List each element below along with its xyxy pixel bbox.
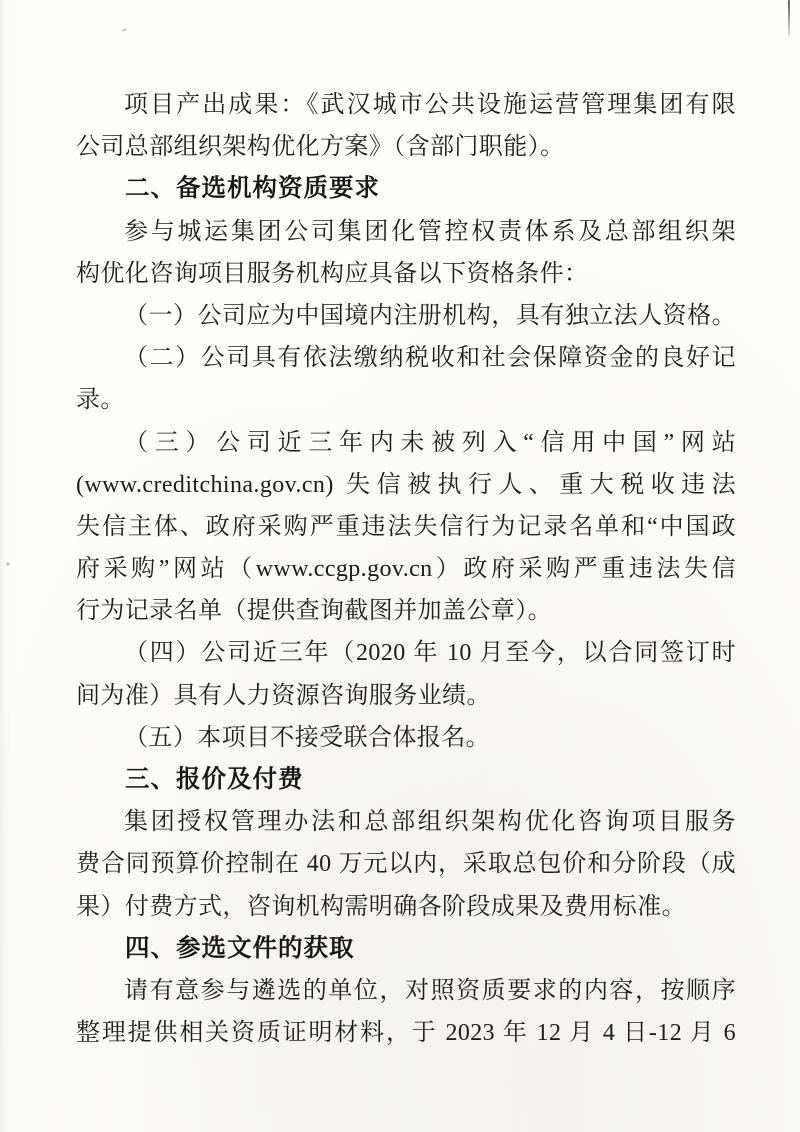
scan-artifact-line xyxy=(788,0,790,36)
text-line: 集团授权管理办法和总部组织架构优化咨询项目服务 xyxy=(124,809,736,836)
text-line: 费合同预算价控制在 40 万元以内，采取总包价和分阶段（成 xyxy=(76,851,736,878)
document-body xyxy=(76,84,736,1054)
section-heading: 三、报价及付费 xyxy=(125,766,304,793)
text-line: 项目产出成果：《武汉城市公共设施运营管理集团有限 xyxy=(124,92,736,118)
text-line: 间为准）具有人力资源咨询服务业绩。 xyxy=(76,682,491,709)
text-line: 公司总部组织架构优化方案》（含部门职能）。 xyxy=(76,134,565,161)
text-line: （二）公司具有依法缴纳税收和社会保障资金的良好记 xyxy=(124,345,736,372)
text-line: (www.creditchina.gov.cn) 失信被执行人、重大税收违法 xyxy=(76,471,736,498)
section-heading: 四、参选文件的获取 xyxy=(125,934,355,962)
text-line: （五）本项目不接受联合体报名。 xyxy=(124,724,490,751)
text-line: 府采购”网站（www.ccgp.gov.cn）政府采购严重违法失信 xyxy=(76,556,736,583)
text-line: 行为记录名单（提供查询截图并加盖公章）。 xyxy=(76,598,552,625)
text-line: 果）付费方式，咨询机构需明确各阶段成果及费用标准。 xyxy=(76,893,686,920)
section-heading: 二、备选机构资质要求 xyxy=(125,175,380,203)
scan-speck xyxy=(122,28,127,32)
text-line: （三）公司近三年内未被列入“信用中国”网站 xyxy=(124,429,736,456)
text-line: 录。 xyxy=(76,387,125,414)
text-line: （四）公司近三年（2020 年 10 月至今，以合同签订时 xyxy=(124,640,736,667)
text-line: （一）公司应为中国境内注册机构，具有独立法人资格。 xyxy=(124,302,736,329)
text-line: 失信主体、政府采购严重违法失信行为记录名单和“中国政 xyxy=(76,513,736,540)
text-line: 请有意参与遴选的单位，对照资质要求的内容，按顺序 xyxy=(124,977,736,1004)
scan-speck xyxy=(6,562,10,566)
text-line: 构优化咨询项目服务机构应具备以下资格条件： xyxy=(76,260,589,287)
text-line: 整理提供相关资质证明材料，于 2023 年 12 月 4 日-12 月 6 xyxy=(76,1020,736,1047)
text-line: 参与城运集团公司集团化管控权责体系及总部组织架 xyxy=(124,218,736,245)
